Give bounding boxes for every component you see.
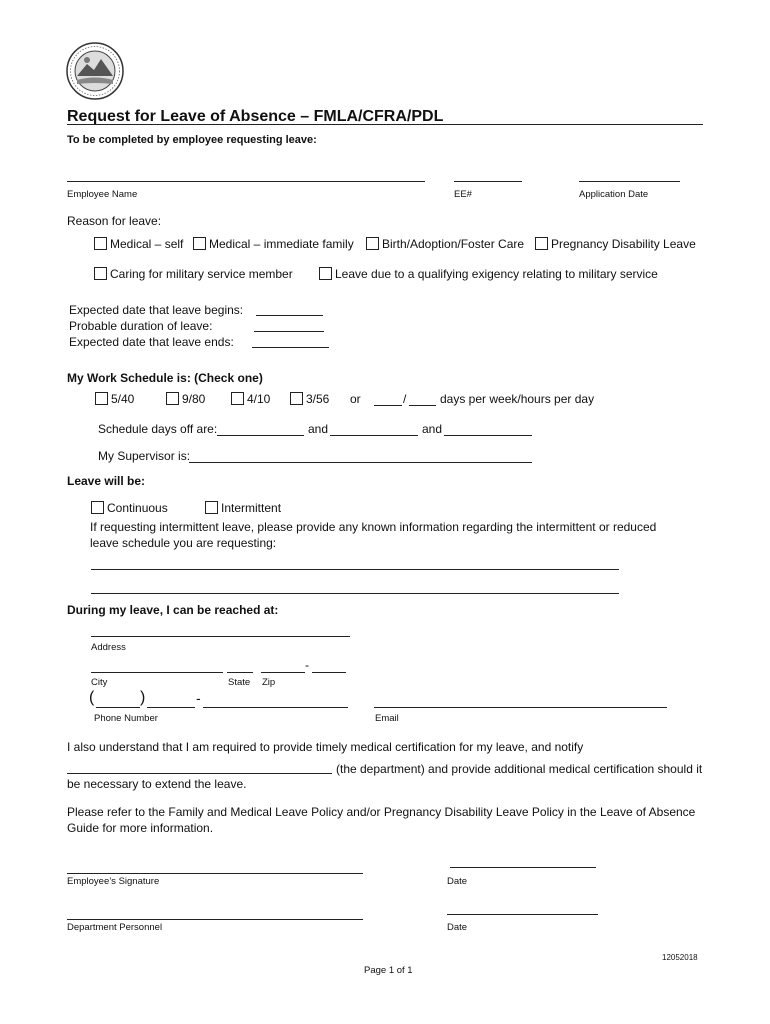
- department-signature-label: Department Personnel: [67, 922, 163, 933]
- employee-signature-field[interactable]: [67, 873, 363, 874]
- hours-per-day-field[interactable]: [409, 405, 436, 406]
- checkbox[interactable]: [166, 392, 179, 405]
- phone-dash: -: [196, 690, 201, 706]
- schedule-9-80[interactable]: 9/80: [166, 392, 205, 406]
- reason-heading: Reason for leave:: [67, 214, 162, 228]
- checkbox[interactable]: [231, 392, 244, 405]
- duration-field[interactable]: [254, 331, 324, 332]
- department-date-label: Date: [447, 922, 468, 933]
- state-label: State: [228, 677, 251, 688]
- application-date-field[interactable]: [579, 181, 680, 182]
- city-label: City: [91, 677, 108, 688]
- schedule-slash: /: [403, 392, 407, 406]
- reason-medical-self[interactable]: Medical – self: [94, 237, 183, 251]
- address-field[interactable]: [91, 636, 350, 637]
- leave-intermittent[interactable]: Intermittent: [205, 501, 281, 515]
- checkbox[interactable]: [290, 392, 303, 405]
- date-begins-field[interactable]: [256, 315, 323, 316]
- reason-military-exigency[interactable]: Leave due to a qualifying exigency relating to military service: [319, 267, 658, 281]
- checkbox[interactable]: [193, 237, 206, 250]
- application-date-label: Application Date: [579, 189, 649, 200]
- checkbox[interactable]: [319, 267, 332, 280]
- employee-signature-label: Employee’s Signature: [67, 876, 160, 887]
- certification-line-2: (the department) and provide additional medical certification should it: [336, 762, 703, 776]
- phone-label: Phone Number: [94, 713, 158, 724]
- reason-medical-family[interactable]: Medical – immediate family: [193, 237, 354, 251]
- duration-label: Probable duration of leave:: [69, 319, 213, 333]
- days-per-week-field[interactable]: [374, 405, 402, 406]
- phone-line-field[interactable]: [203, 707, 348, 708]
- checkbox[interactable]: [535, 237, 548, 250]
- date-begins-label: Expected date that leave begins:: [69, 303, 244, 317]
- ee-number-label: EE#: [454, 189, 472, 200]
- state-field[interactable]: [227, 672, 253, 673]
- reason-military-caregiver[interactable]: Caring for military service member: [94, 267, 293, 281]
- zip-dash: -: [305, 658, 309, 672]
- reason-birth-adoption[interactable]: Birth/Adoption/Foster Care: [366, 237, 524, 251]
- county-seal: [66, 42, 124, 100]
- intermittent-note-line-1: If requesting intermittent leave, please provide any known information regarding the intermittent or reduced: [90, 520, 657, 534]
- employee-name-label: Employee Name: [67, 189, 138, 200]
- checkbox[interactable]: [366, 237, 379, 250]
- schedule-4-10[interactable]: 4/10: [231, 392, 270, 406]
- certification-line-3: be necessary to extend the leave.: [67, 777, 247, 791]
- checkbox[interactable]: [91, 501, 104, 514]
- days-off-and-2: and: [422, 422, 443, 436]
- phone-paren-open: (: [89, 689, 95, 706]
- intermittent-details-line-1[interactable]: [91, 569, 619, 570]
- employee-name-field[interactable]: [67, 181, 425, 182]
- phone-paren-close: ): [140, 689, 146, 706]
- zip-label: Zip: [262, 677, 276, 688]
- ee-number-field[interactable]: [454, 181, 522, 182]
- leave-continuous[interactable]: Continuous: [91, 501, 168, 515]
- department-signature-field[interactable]: [67, 919, 363, 920]
- supervisor-field[interactable]: [189, 462, 532, 463]
- employee-date-field[interactable]: [450, 867, 596, 868]
- date-ends-label: Expected date that leave ends:: [69, 335, 234, 349]
- city-field[interactable]: [91, 672, 223, 673]
- intermittent-note-line-2: leave schedule you are requesting:: [90, 536, 277, 550]
- email-label: Email: [375, 713, 399, 724]
- phone-area-field[interactable]: [96, 707, 140, 708]
- phone-prefix-field[interactable]: [147, 707, 195, 708]
- zip-field-1[interactable]: [261, 672, 305, 673]
- form-subtitle: To be completed by employee requesting leave:: [67, 134, 317, 146]
- days-off-label: Schedule days off are:: [98, 422, 218, 436]
- contact-heading: During my leave, I can be reached at:: [67, 603, 279, 617]
- certification-line-1: I also understand that I am required to provide timely medical certification for my leave, and notify: [67, 740, 584, 754]
- department-field[interactable]: [67, 773, 332, 774]
- policy-line-1: Please refer to the Family and Medical Leave Policy and/or Pregnancy Disability Leave Policy in the Leave of Absence: [67, 805, 696, 819]
- policy-line-2: Guide for more information.: [67, 821, 214, 835]
- days-off-field-3[interactable]: [444, 435, 532, 436]
- title-underline: [67, 124, 703, 125]
- zip-field-2[interactable]: [312, 672, 346, 673]
- schedule-5-40[interactable]: 5/40: [95, 392, 134, 406]
- days-off-and-1: and: [308, 422, 329, 436]
- employee-date-label: Date: [447, 876, 468, 887]
- address-label: Address: [91, 642, 126, 653]
- form-code: 12052018: [662, 953, 698, 962]
- schedule-heading: My Work Schedule is: (Check one): [67, 371, 263, 385]
- email-field[interactable]: [374, 707, 667, 708]
- checkbox[interactable]: [95, 392, 108, 405]
- schedule-3-56[interactable]: 3/56: [290, 392, 329, 406]
- date-ends-field[interactable]: [252, 347, 329, 348]
- checkbox[interactable]: [205, 501, 218, 514]
- department-date-field[interactable]: [447, 914, 598, 915]
- supervisor-label: My Supervisor is:: [98, 449, 191, 463]
- form-title: Request for Leave of Absence – FMLA/CFRA/PDL: [67, 108, 444, 125]
- leave-heading: Leave will be:: [67, 474, 146, 488]
- days-off-field-2[interactable]: [330, 435, 418, 436]
- schedule-or: or: [350, 392, 361, 406]
- page-number: Page 1 of 1: [364, 965, 413, 976]
- checkbox[interactable]: [94, 267, 107, 280]
- reason-pregnancy[interactable]: Pregnancy Disability Leave: [535, 237, 696, 251]
- days-hours-label: days per week/hours per day: [440, 392, 595, 406]
- days-off-field-1[interactable]: [217, 435, 304, 436]
- intermittent-details-line-2[interactable]: [91, 593, 619, 594]
- checkbox[interactable]: [94, 237, 107, 250]
